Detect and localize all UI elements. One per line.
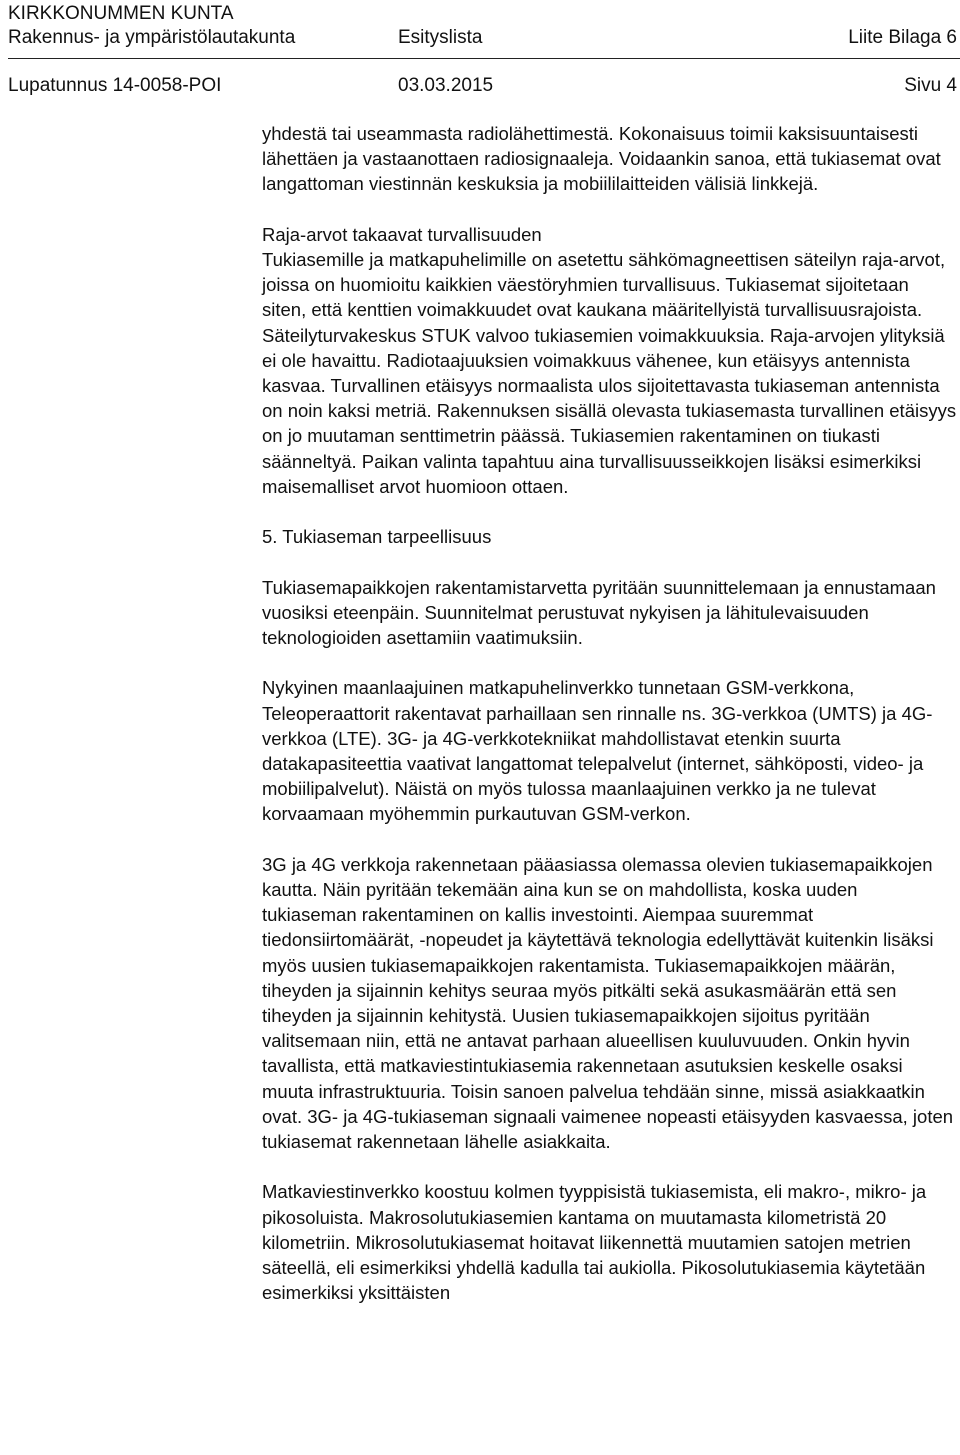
- subheading-safety: Raja-arvot takaavat turvallisuuden: [262, 223, 542, 245]
- paragraph-3: Tukiasemapaikkojen rakentamistarvetta pyritään suunnittelemaan ja ennustamaan vuosiksi eteenpäin. Suunnitelmat perustuvat nykyisen ja lähitulevaisuuden teknologioiden asettamiin vaatimuksiin.: [262, 576, 936, 649]
- document-date: 03.03.2015: [398, 75, 494, 96]
- committee-name: Rakennus- ja ympäristölautakunta: [8, 27, 296, 48]
- paragraph-4: Nykyinen maanlaajuinen matkapuhelinverkko tunnetaan GSM-verkkona, Teleoperaattorit rakentavat parhaillaan sen rinnalle ns. 3G-verkkoa (UMTS) ja 4G-verkkoa (LTE). 3G- ja 4G-verkkotekniikat mahdollistavat etenkin suurta datakapasiteettia vaativat langattomat telepalvelut (internet, sähköposti, video- ja mobiilipalvelut). Näistä on myös tulossa maanlaajuinen verkko ja ne tulevat korvaamaan myöhemmin purkautuvan GSM-verkon.: [262, 677, 933, 825]
- paragraph-2: Tukiasemille ja matkapuhelimille on asetettu sähkömagneettisen säteilyn raja-arvot, joissa on huomioitu kaikkien väestöryhmien turvallisuus. Tukiasemat sijoitetaan siten, että kenttien voimakkuudet ovat kaukana määritellyistä turvallisuusrajoista. Säteilyturvakeskus STUK valvoo tukiasemien voimakkuuksia. Raja-arvojen ylityksiä ei ole havaittu. Radiotaajuuksien voimakkuus vähenee, kun etäisyys antennista kasvaa. Turvallinen etäisyys normaalista ulos sijoitettavasta tukiaseman antennista on noin kaksi metriä. Rakennuksen sisällä olevasta tukiasemasta turvallinen etäisyys on jo muutaman senttimetrin päässä. Tukiasemien rakentaminen on tiukasti säänneltyä. Paikan valinta tapahtuu aina turvallisuusseikkojen lisäksi esimerkiksi maisemalliset arvot huomioon ottaen.: [262, 249, 957, 497]
- organization-name: KIRKKONUMMEN KUNTA: [8, 3, 234, 24]
- paragraph-6: Matkaviestinverkko koostuu kolmen tyyppisistä tukiasemista, eli makro-, mikro- ja pikosoluista. Makrosolutukiasemien kantama on muutamasta kilometristä 20 kilometriin. Mikrosolutukiasemat hoitavat liikennettä muutamien satojen metrien säteellä, eli esimerkiksi yhdellä kadulla tai aukiolla. Pikosolutukiasemia käytetään esimerkiksi yksittäisten: [262, 1181, 927, 1304]
- attachment-label: Liite Bilaga 6: [848, 27, 957, 48]
- header-divider: [8, 58, 960, 59]
- page-number: Sivu 4: [904, 75, 957, 96]
- paragraph-5: 3G ja 4G verkkoja rakennetaan pääasiassa olemassa olevien tukiasemapaikkojen kautta. Näin pyritään tekemään aina kun se on mahdollista, koska uuden tukiaseman rakentaminen on kallis investointi. Aiempaa suuremmat tiedonsiirtomäärät, -nopeudet ja käytettävä teknologia edellyttävät kuitenkin lisäksi myös uusien tukiasemapaikkojen rakentamista. Tukiasemapaikkojen määrän, tiheyden ja sijainnin kehitys seuraa myös pitkälti sekä asukasmäärän että sen tiheyden ja sijainnin kehitystä. Uusien tukiasemapaikkojen sijoitus pyritään valitsemaan niin, että ne antavat parhaan alueellisen kuuluvuuden. Onkin hyvin tavallista, että matkaviestintukiasemia rakennetaan asutuksien keskelle osaksi muuta infrastruktuuria. Toisin sanoen palvelua tehdään sinne, missä asiakkaatkin ovat. 3G- ja 4G-tukiaseman signaali vaimenee nopeasti etäisyyden kasvaessa, joten tukiasemat rakennetaan lähelle asiakkaita.: [262, 853, 954, 1153]
- paragraph-1: yhdestä tai useammasta radiolähettimestä. Kokonaisuus toimii kaksisuuntaisesti lähettäen ja vastaanottaen radiosignaaleja. Voidaankin sanoa, että tukiasemat ovat langattoman viestinnän keskuksia ja mobiililaitteiden välisiä linkkejä.: [262, 123, 941, 195]
- document-type: Esityslista: [398, 27, 483, 48]
- section-heading: 5. Tukiaseman tarpeellisuus: [262, 526, 492, 548]
- page-header: [0, 0, 960, 100]
- permit-id: Lupatunnus 14-0058-POI: [8, 75, 222, 96]
- document-body: [262, 121, 957, 1305]
